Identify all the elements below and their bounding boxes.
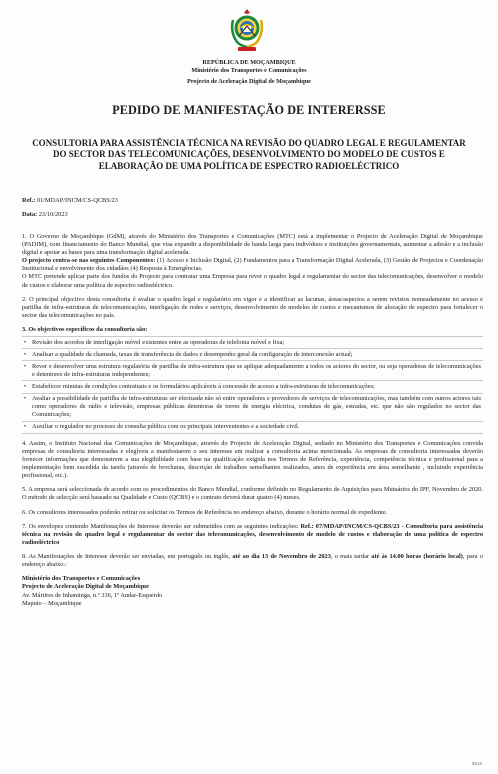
list-item: • Auxiliar o regulador no processo de consulta pública com os principais intervenientes e a sociedade civil. xyxy=(22,422,483,434)
paragraph-7 xyxy=(22,523,483,547)
paragraph-7-reference: Ref.: 07/MDAP/INCM/CS-QCBS/23 - Consultoria para assistência técnica na revisão do quadro legal e regulamentar do sector das telecomunicações, desenvolvimento de modelo de custos e elaboração de uma política de espectro radioeléctrico xyxy=(22,522,483,546)
country-name: REPÚBLICA DE MOÇAMBIQUE xyxy=(202,59,296,66)
address-street: Av. Mártires de Inhaminga, n.º 336, 1º Andar-Esquerdo xyxy=(22,591,163,599)
objectives-title: 3. Os objectivos específicos da consultoria são: xyxy=(22,325,148,333)
reference-value: 01/MDAP/INCM/CS-QCBS/23 xyxy=(36,197,118,204)
funds-text: O MTC pretende aplicar parte dos fundos do Projecto para contratar uma Empresa para rever o quadro legal e regulamentar do sector das telecomunicações, desenvolver o modelo de custos e elaborar uma política de espectro radioeléctrico. xyxy=(22,273,483,289)
paragraph-1-text: 1. O Governo de Moçambique (GdM), através do Ministério dos Transportes e Comunicações (MTC) está a implementar o Projecto de Aceleração Digital de Moçambique (PADIM), com financiamento do Banco Mundial, que visa expandir a disponibilidade de banda larga para indivíduos e instituições governamentais, aumentar a adesão e a inclusão digital e apoiar as bases para uma transformação digital acelerada. xyxy=(22,233,483,257)
list-item: • Avaliar a possibilidade de partilha de infra-estruturas ser efectuada não só entre operadores e provedores de serviços de telecomunicações, mas também com outros actores tais como operadores de rádio e televisão, empresas públicas detentoras de torres de energia eléctrica, condutas de gás, estradas, etc. que não são regulados no sector das Comunicações; xyxy=(22,394,483,422)
document-title: PEDIDO DE MANIFESTAÇÃO DE INTERERSSE xyxy=(112,103,386,117)
address-ministry: Ministério dos Transportes e Comunicações xyxy=(22,575,141,583)
paragraph-4: 4. Assim, o Instituto Nacional das Comunicações de Moçambique, através do Projecto de Aceleração Digital, sediado no Ministério dos Transportes e Comunicações convida empresas de consultoria interessadas e elegíveis a manifestarem o seu interesse em realizar a consultoria acima mencionada. As empresas de consultoria interessadas deverão fornecer informações que demonstrem a sua elegibilidade com base na qualificação exigida nos Termos de Referência, experiência, competência técnica e profissional para a implementação bem sucedida da tarefa (através de brochuras, descrição de trabalhos semelhantes realizados, anos de experiência em área semelhante , incluindo experiência profissional, etc.). xyxy=(22,439,483,480)
date-value: 23/10/2023 xyxy=(38,211,68,218)
deadline-time: até às 14.00 horas (horário local) xyxy=(371,552,463,560)
reference-label: Ref.: xyxy=(22,197,36,204)
list-item: • Estabelecer minutas de condições contratuais e os formulários aplicáveis à concessão de acesso a infra-estruturas de telecomunicações; xyxy=(22,381,483,393)
mozambique-coat-of-arms-icon xyxy=(227,6,267,54)
address-city: Maputo – Moçambique xyxy=(22,599,82,607)
footer-code: 8516 xyxy=(471,761,482,766)
list-item: • Revisão dos acordos de interligação móvel existentes entre as operadoras de telefonia móvel e fixa; xyxy=(22,337,483,349)
deadline-date: até ao dia 13 de Novembro de 2023 xyxy=(232,552,331,560)
paragraph-8-mid: , o mais tardar xyxy=(330,552,372,560)
ministry-name: Ministério dos Transportes e Comunicações xyxy=(191,67,307,74)
list-item: • Analisar a qualidade da chamada, taxas de transferência de dados e desempenho geral da configuração de interconexão actual; xyxy=(22,349,483,361)
objectives-list xyxy=(22,336,483,434)
list-item: • Rever e desenvolver uma estrutura regulatória de partilha de infra-estrutura que se aplique adequadamente a todos os actores do sector, ou seja operadoras de telecomunicações e detentores de infra-estruturas independentes; xyxy=(22,361,483,381)
document-subtitle: CONSULTORIA PARA ASSISTÊNCIA TÉCNICA NA REVISÃO DO QUADRO LEGAL E REGULAMENTAR DO SECTOR DAS TELECOMUNICAÇÕES, DESENVOLVIMENTO DO MODELO DE CUSTOS E ELABORAÇÃO DE UMA POLÍTICA DE ESPECTRO RADIOELÉCTRICO xyxy=(32,138,466,171)
paragraph-8-end: , para o endereço abaixo.: xyxy=(22,552,484,568)
document-body xyxy=(22,233,483,614)
date-line xyxy=(22,211,68,219)
components-label: O projecto centra-se nas seguintes Componentes: xyxy=(22,257,156,265)
components-text: (1) Acesso e Inclusão Digital, (2) Fundamentos para a Transformação Digital Acelerada, (3) Gestão de Projectos e Coordenação Institucional e envolvimento dos cidadãos (4) Resposta à Emergências. xyxy=(22,257,483,273)
project-name: Projecto de Aceleração Digital de Moçambique xyxy=(187,78,311,85)
paragraph-6: 6. Os consultores interessados poderão retirar ou solicitar os Termos de Referência no endereço abaixo, durante o horário normal de expediente. xyxy=(22,508,388,516)
paragraph-7-intro: 7. Os envelopes contendo Manifestações de Interesse deverão ser submetidos com as seguintes indicações: xyxy=(22,522,301,530)
date-label: Data: xyxy=(22,211,38,218)
paragraph-2: 2. O principal objectivo desta consultoria é avaliar o quadro legal e regulatório em vigor e a identificar as lacunas, áreas/aspectos a serem revistos nomeadamente no acesso e partilha de infra-estruturas de telecomunicações, interligação de redes e serviços, desenvolvimento de modelos de custos e mecanismos de alocação de espectro para fortalecer o sector das telecomunicações no país. xyxy=(22,295,483,319)
paragraph-1 xyxy=(22,233,483,290)
paragraph-5: 5. A empresa será seleccionada de acordo com os procedimentos do Banco Mundial, conforme definido no Regulamento de Aquisições para Mutuários do IPF, Novembro de 2020. O método de selecção será baseado na Qualidade e Custo (QCBS) e o contrato deverá durar quatro (4) meses. xyxy=(22,486,483,502)
paragraph-8 xyxy=(22,553,483,569)
paragraph-8-intro: 8. As Manifestações de Interesse deverão ser enviadas, em português ou inglês, xyxy=(22,552,233,560)
address-project: Projecto de Aceleração Digital de Moçambique xyxy=(22,583,149,591)
address-block xyxy=(22,575,483,608)
reference-line xyxy=(22,197,118,205)
